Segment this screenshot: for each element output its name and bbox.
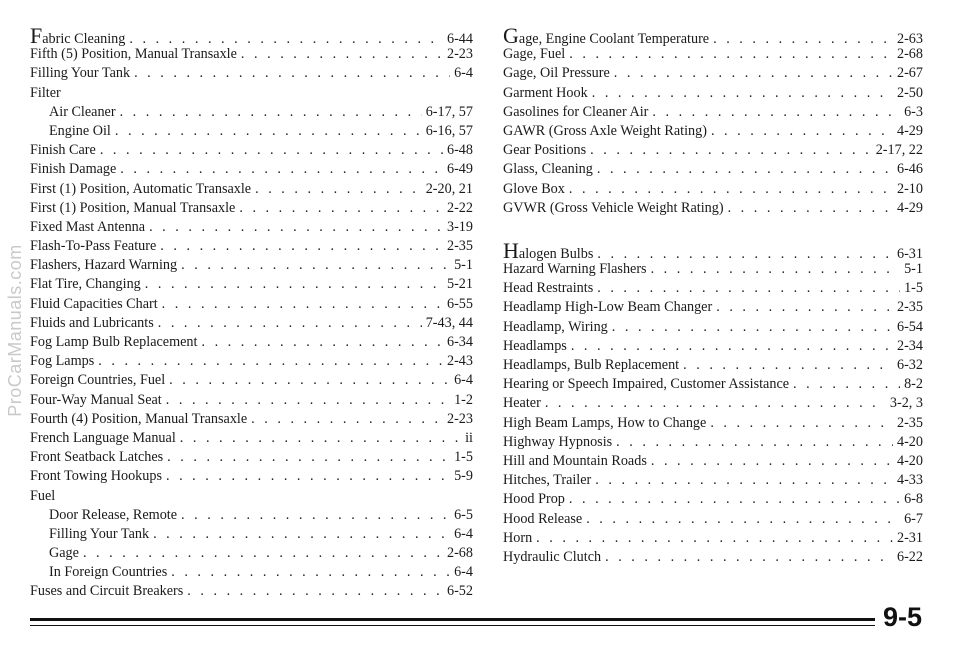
leader-dots bbox=[167, 448, 450, 467]
entry-page: 4-29 bbox=[896, 199, 923, 216]
entry-page: 2-35 bbox=[896, 414, 923, 431]
entry-title: French Language Manual bbox=[30, 429, 176, 446]
entry-title: GAWR (Gross Axle Weight Rating) bbox=[503, 122, 707, 139]
entry-page: 2-20, 21 bbox=[425, 180, 473, 197]
entry-page: 2-10 bbox=[896, 180, 923, 197]
index-entry bbox=[30, 160, 473, 179]
leader-dots bbox=[569, 490, 900, 509]
index-column-right bbox=[503, 23, 923, 567]
leader-dots bbox=[120, 160, 443, 179]
entry-page: 6-52 bbox=[446, 583, 473, 600]
entry-page: 2-23 bbox=[446, 410, 473, 427]
entry-title: Fluid Capacities Chart bbox=[30, 295, 158, 312]
entry-title: Gage, Oil Pressure bbox=[503, 65, 610, 82]
entry-page: 6-31 bbox=[896, 245, 923, 262]
entry-page: 2-22 bbox=[446, 199, 473, 216]
entry-title: Hood Prop bbox=[503, 491, 565, 508]
leader-dots bbox=[115, 122, 422, 141]
leader-dots bbox=[651, 452, 893, 471]
entry-title: Heater bbox=[503, 395, 541, 412]
leader-dots bbox=[162, 295, 443, 314]
entry-title: First (1) Position, Manual Transaxle bbox=[30, 199, 236, 216]
index-group-label: Filter bbox=[30, 84, 61, 101]
index-entry bbox=[30, 429, 473, 448]
entry-page: 2-31 bbox=[896, 529, 923, 546]
leader-dots bbox=[597, 279, 900, 298]
index-entry bbox=[30, 352, 473, 371]
leader-dots bbox=[166, 467, 450, 486]
entry-title: High Beam Lamps, How to Change bbox=[503, 414, 707, 431]
entry-page: 2-35 bbox=[446, 238, 473, 255]
entry-page: 4-29 bbox=[896, 122, 923, 139]
leader-dots bbox=[683, 356, 893, 375]
leader-dots bbox=[83, 544, 443, 563]
entry-page: 6-4 bbox=[454, 564, 473, 581]
entry-title: Headlamp, Wiring bbox=[503, 318, 608, 335]
entry-page: 6-32 bbox=[896, 357, 923, 373]
entry-title: Filling Your Tank bbox=[30, 65, 131, 82]
entry-page: 8-2 bbox=[904, 376, 923, 393]
entry-page: 6-34 bbox=[446, 334, 473, 350]
entry-page: 6-17, 57 bbox=[425, 103, 473, 120]
index-entry bbox=[503, 199, 923, 218]
index-entry bbox=[30, 23, 473, 48]
entry-title: Flash-To-Pass Feature bbox=[30, 238, 157, 255]
side-watermark bbox=[2, 0, 28, 660]
entry-page: 4-20 bbox=[896, 452, 923, 469]
leader-dots bbox=[569, 45, 893, 64]
leader-dots bbox=[595, 471, 893, 490]
leader-dots bbox=[251, 410, 443, 429]
leader-dots bbox=[616, 433, 893, 452]
leader-dots bbox=[201, 333, 443, 352]
index-column-left bbox=[30, 23, 473, 602]
leader-dots bbox=[166, 391, 450, 410]
entry-page: 5-1 bbox=[454, 257, 473, 274]
leader-dots bbox=[569, 180, 893, 199]
entry-page: ii bbox=[465, 429, 473, 446]
index-entry bbox=[503, 84, 923, 103]
entry-title: Finish Care bbox=[30, 142, 96, 159]
entry-page: 3-19 bbox=[446, 218, 473, 235]
leader-dots bbox=[120, 103, 422, 122]
entry-page: 2-50 bbox=[896, 84, 923, 101]
entry-page: 6-55 bbox=[446, 295, 473, 312]
entry-title: Headlamps bbox=[503, 337, 567, 354]
entry-title: Front Towing Hookups bbox=[30, 468, 162, 485]
index-entry bbox=[30, 410, 473, 429]
index-entry bbox=[503, 318, 923, 337]
entry-page: 6-8 bbox=[904, 491, 923, 508]
entry-page: 6-3 bbox=[904, 103, 923, 120]
index-subentry bbox=[30, 544, 473, 563]
index-entry bbox=[30, 582, 473, 601]
leader-dots bbox=[652, 103, 900, 122]
leader-dots bbox=[171, 563, 450, 582]
page-number: 9-5 bbox=[883, 602, 923, 632]
entry-page: 6-5 bbox=[454, 506, 473, 523]
index-entry bbox=[30, 237, 473, 256]
entry-title: Garment Hook bbox=[503, 84, 588, 101]
entry-page: 6-22 bbox=[896, 548, 923, 565]
index-entry bbox=[503, 64, 923, 83]
index-entry bbox=[503, 260, 923, 279]
entry-title: First (1) Position, Automatic Transaxle bbox=[30, 180, 252, 197]
entry-title: Hill and Mountain Roads bbox=[503, 452, 647, 469]
entry-title-rest: age, Engine Coolant Temperature bbox=[518, 31, 710, 47]
entry-page: 6-7 bbox=[904, 510, 923, 527]
index-subentry bbox=[30, 122, 473, 141]
entry-title: Glove Box bbox=[503, 180, 565, 197]
index-entry bbox=[503, 160, 923, 179]
leader-dots bbox=[169, 371, 450, 390]
entry-page: 1-2 bbox=[454, 391, 473, 408]
index-entry bbox=[30, 467, 473, 486]
leader-dots bbox=[612, 318, 893, 337]
leader-dots bbox=[793, 375, 900, 394]
index-entry bbox=[503, 180, 923, 199]
index-entry bbox=[503, 122, 923, 141]
leader-dots bbox=[134, 64, 450, 83]
entry-page: 6-4 bbox=[454, 372, 473, 389]
index-entry bbox=[503, 103, 923, 122]
index-entry bbox=[503, 23, 923, 48]
index-entry bbox=[503, 548, 923, 567]
entry-title: Foreign Countries, Fuel bbox=[30, 372, 166, 389]
entry-title: Filling Your Tank bbox=[49, 525, 150, 542]
index-subentry bbox=[30, 563, 473, 582]
entry-title: Hazard Warning Flashers bbox=[503, 261, 647, 278]
leader-dots bbox=[255, 180, 422, 199]
entry-page: 5-1 bbox=[904, 261, 923, 278]
footer-rule-thin bbox=[30, 625, 875, 626]
entry-title: Gasolines for Cleaner Air bbox=[503, 103, 649, 120]
index-entry bbox=[503, 237, 923, 263]
section-initial: H bbox=[503, 237, 519, 263]
index-entry bbox=[30, 314, 473, 333]
leader-dots bbox=[160, 237, 443, 256]
index-entry bbox=[503, 375, 923, 394]
entry-page: 6-48 bbox=[446, 142, 473, 159]
entry-page: 6-4 bbox=[454, 525, 473, 542]
index-entry bbox=[503, 471, 923, 490]
watermark-text: ProCarManuals.com bbox=[4, 243, 25, 417]
index-entry bbox=[503, 433, 923, 452]
leader-dots bbox=[716, 298, 893, 317]
entry-page: 3-2, 3 bbox=[889, 395, 923, 412]
entry-title: Engine Oil bbox=[49, 122, 111, 139]
entry-page: 4-33 bbox=[896, 472, 923, 489]
leader-dots bbox=[711, 122, 893, 141]
entry-page: 4-20 bbox=[896, 433, 923, 450]
index-entry bbox=[30, 295, 473, 314]
entry-title: Head Restraints bbox=[503, 280, 594, 297]
index-subentry bbox=[30, 506, 473, 525]
index-entry bbox=[30, 256, 473, 275]
entry-title: GVWR (Gross Vehicle Weight Rating) bbox=[503, 199, 724, 216]
index-entry bbox=[30, 391, 473, 410]
entry-title-rest: abric Cleaning bbox=[42, 31, 126, 47]
entry-title: Fog Lamps bbox=[30, 353, 95, 370]
entry-page: 2-63 bbox=[896, 31, 923, 47]
index-entry bbox=[30, 371, 473, 390]
section-initial: G bbox=[503, 23, 519, 48]
entry-page: 6-16, 57 bbox=[425, 122, 473, 139]
entry-title: Air Cleaner bbox=[49, 103, 116, 120]
entry-title: Front Seatback Latches bbox=[30, 449, 164, 466]
entry-title: Hood Release bbox=[503, 510, 583, 527]
entry-title: Flashers, Hazard Warning bbox=[30, 257, 178, 274]
leader-dots bbox=[181, 506, 450, 525]
leader-dots bbox=[145, 275, 443, 294]
leader-dots bbox=[586, 510, 900, 529]
section-initial: F bbox=[30, 23, 43, 48]
index-entry bbox=[503, 510, 923, 529]
entry-page: 1-5 bbox=[454, 449, 473, 466]
index-subentry bbox=[30, 525, 473, 544]
leader-dots bbox=[614, 64, 893, 83]
index-group-label: Fuel bbox=[30, 487, 56, 504]
entry-title: Four-Way Manual Seat bbox=[30, 391, 162, 408]
leader-dots bbox=[590, 141, 872, 160]
entry-title: Fifth (5) Position, Manual Transaxle bbox=[30, 46, 237, 63]
index-entry bbox=[503, 279, 923, 298]
leader-dots bbox=[605, 548, 893, 567]
entry-title: Fourth (4) Position, Manual Transaxle bbox=[30, 410, 248, 427]
entry-page: 2-17, 22 bbox=[875, 142, 923, 159]
entry-page: 2-23 bbox=[446, 46, 473, 63]
leader-dots bbox=[149, 218, 443, 237]
entry-title: In Foreign Countries bbox=[49, 564, 168, 581]
leader-dots bbox=[728, 199, 893, 218]
entry-page: 2-43 bbox=[446, 353, 473, 370]
leader-dots bbox=[597, 160, 893, 179]
leader-dots bbox=[180, 429, 461, 448]
entry-title: Flat Tire, Changing bbox=[30, 276, 141, 293]
leader-dots bbox=[710, 414, 893, 433]
entry-page: 6-49 bbox=[446, 161, 473, 178]
leader-dots bbox=[241, 45, 443, 64]
entry-page: 5-21 bbox=[446, 276, 473, 293]
leader-dots bbox=[536, 529, 893, 548]
entry-title-rest: alogen Bulbs bbox=[518, 245, 594, 262]
entry-title: Gear Positions bbox=[503, 142, 587, 159]
index-entry bbox=[503, 141, 923, 160]
leader-dots bbox=[100, 141, 443, 160]
index-entry bbox=[503, 298, 923, 317]
index-entry bbox=[30, 218, 473, 237]
entry-title: Gage bbox=[49, 545, 79, 562]
leader-dots bbox=[239, 199, 443, 218]
index-entry bbox=[30, 275, 473, 294]
index-entry bbox=[30, 180, 473, 199]
entry-page: 6-4 bbox=[454, 65, 473, 82]
index-subentry bbox=[30, 103, 473, 122]
index-entry bbox=[503, 356, 923, 375]
entry-title: Headlamp High-Low Beam Changer bbox=[503, 299, 713, 316]
index-entry bbox=[503, 337, 923, 356]
entry-title: Fixed Mast Antenna bbox=[30, 218, 146, 235]
entry-title: Horn bbox=[503, 529, 533, 546]
entry-title: Fuses and Circuit Breakers bbox=[30, 583, 184, 600]
entry-title: Highway Hypnosis bbox=[503, 433, 613, 450]
entry-page: 2-35 bbox=[896, 299, 923, 316]
entry-title: Hitches, Trailer bbox=[503, 472, 592, 489]
entry-page: 7-43, 44 bbox=[425, 314, 473, 331]
index-entry bbox=[30, 199, 473, 218]
leader-dots bbox=[181, 256, 450, 275]
entry-title: Finish Damage bbox=[30, 161, 117, 178]
entry-page: 6-46 bbox=[896, 161, 923, 178]
entry-page: 2-68 bbox=[446, 545, 473, 562]
index-entry bbox=[503, 529, 923, 548]
entry-title: Glass, Cleaning bbox=[503, 161, 593, 178]
index-entry bbox=[30, 45, 473, 64]
entry-title: Hydraulic Clutch bbox=[503, 548, 602, 565]
footer-rule-thick bbox=[30, 618, 875, 621]
index-entry bbox=[30, 333, 473, 352]
leader-dots bbox=[187, 582, 443, 601]
entry-page: 2-34 bbox=[896, 337, 923, 354]
index-entry bbox=[503, 394, 923, 413]
entry-page: 2-68 bbox=[896, 46, 923, 63]
entry-page: 6-44 bbox=[446, 31, 473, 47]
entry-page: 5-9 bbox=[454, 468, 473, 485]
leader-dots bbox=[592, 84, 893, 103]
entry-title: Fog Lamp Bulb Replacement bbox=[30, 334, 198, 350]
index-entry bbox=[30, 64, 473, 83]
entry-title: Headlamps, Bulb Replacement bbox=[503, 357, 680, 373]
leader-dots bbox=[571, 337, 893, 356]
entry-page: 2-67 bbox=[896, 65, 923, 82]
leader-dots bbox=[153, 525, 450, 544]
index-entry bbox=[503, 452, 923, 471]
section-gap bbox=[503, 218, 923, 241]
index-entry bbox=[30, 448, 473, 467]
entry-page: 1-5 bbox=[904, 280, 923, 297]
entry-title: Hearing or Speech Impaired, Customer Assistance bbox=[503, 376, 790, 393]
leader-dots bbox=[158, 314, 422, 333]
index-entry bbox=[30, 141, 473, 160]
leader-dots bbox=[545, 394, 886, 413]
index-entry bbox=[503, 490, 923, 509]
entry-title: Fluids and Lubricants bbox=[30, 314, 154, 331]
entry-page: 6-54 bbox=[896, 318, 923, 335]
leader-dots bbox=[98, 352, 443, 371]
index-entry bbox=[503, 414, 923, 433]
entry-title: Gage, Fuel bbox=[503, 46, 566, 63]
leader-dots bbox=[651, 260, 901, 279]
entry-title: Door Release, Remote bbox=[49, 506, 178, 523]
